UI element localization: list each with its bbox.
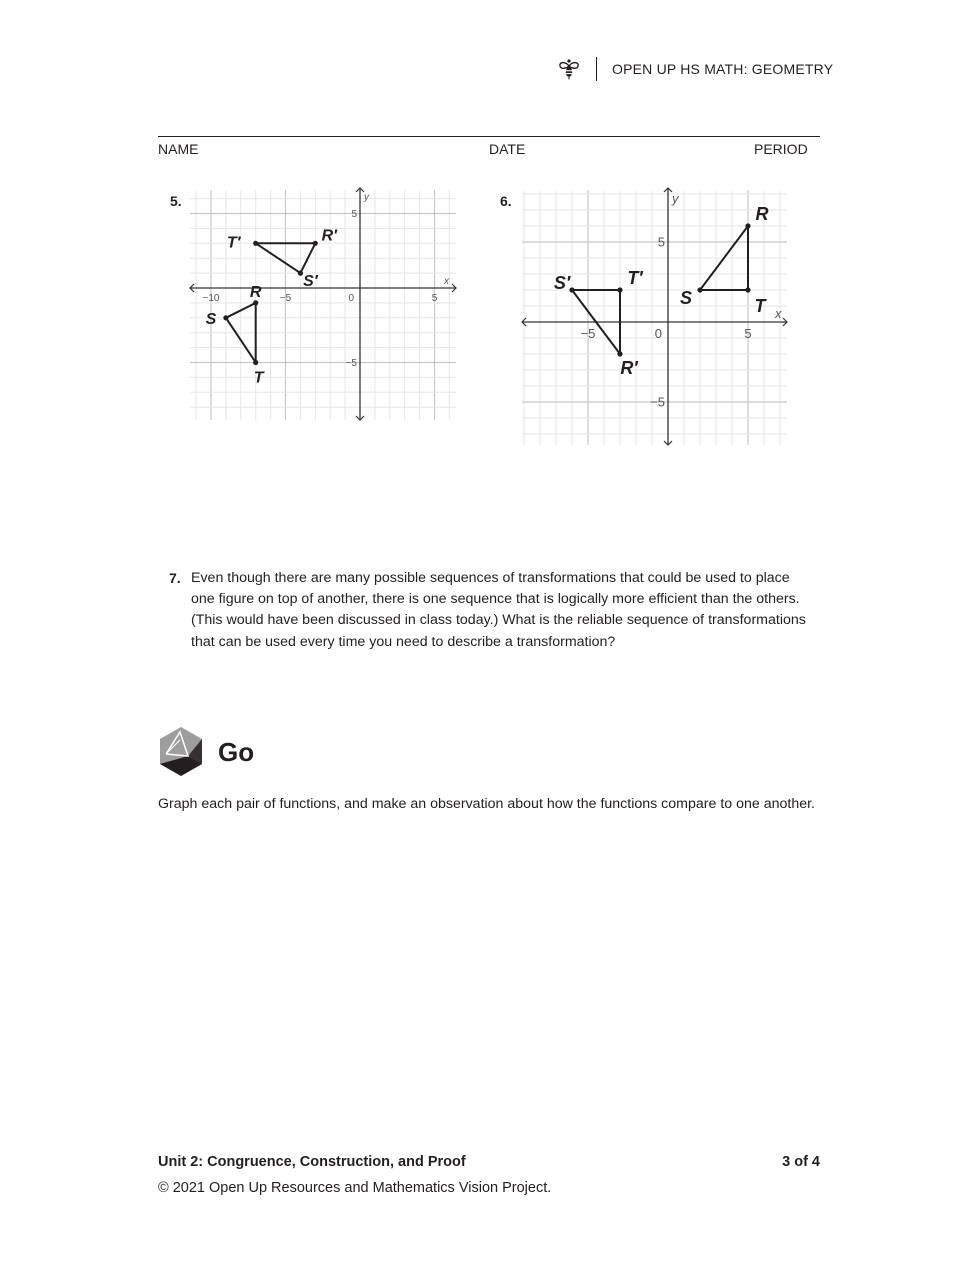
vertex-label: R bbox=[755, 204, 769, 224]
y-axis-label: y bbox=[672, 191, 679, 206]
vertex-label: S′ bbox=[553, 273, 571, 293]
origin-label: 0 bbox=[348, 293, 354, 304]
go-section-title: Go bbox=[218, 736, 255, 767]
vertex-label: T bbox=[754, 296, 766, 316]
y-tick-label: −5 bbox=[345, 358, 357, 369]
vertex-label: T′ bbox=[226, 234, 241, 252]
vertex-point bbox=[313, 241, 318, 246]
y-axis-label: y bbox=[364, 192, 369, 203]
x-tick-label: −5 bbox=[580, 326, 596, 341]
y-tick-label: 5 bbox=[351, 209, 357, 220]
vertex-label: T′ bbox=[627, 268, 643, 288]
question-6-number: 6. bbox=[500, 193, 512, 209]
vertex-point bbox=[253, 360, 258, 365]
vertex-label: T bbox=[253, 369, 264, 387]
question-7-text: Even though there are many possible sequences of transformations that could be used to place one figure on top of another, there is one sequence that is logically more efficient than the others. (This would have been discussed in class today.) What is the reliable sequence of transformations that can be used every time you need to describe a transformation? bbox=[191, 570, 806, 650]
y-tick-label: 5 bbox=[657, 234, 665, 250]
vertex-point bbox=[253, 241, 258, 246]
footer-unit-title: Unit 2: Congruence, Construction, and Proof bbox=[158, 1154, 466, 1170]
graph-question-5 bbox=[190, 188, 456, 420]
coordinate-graphs bbox=[0, 0, 979, 470]
vertex-point bbox=[745, 287, 750, 292]
x-axis-label: x bbox=[444, 276, 449, 287]
vertex-point bbox=[223, 315, 228, 320]
go-section-header bbox=[158, 726, 254, 778]
vertex-point bbox=[617, 287, 622, 292]
x-tick-label: −5 bbox=[279, 293, 292, 304]
vertex-point bbox=[569, 287, 574, 292]
x-tick-label: 5 bbox=[431, 293, 438, 304]
footer-copyright: © 2021 Open Up Resources and Mathematics Vision Project. bbox=[158, 1180, 552, 1196]
origin-label: 0 bbox=[654, 326, 662, 341]
vertex-point bbox=[617, 351, 622, 356]
x-tick-label: −10 bbox=[202, 293, 220, 304]
vertex-label: S′ bbox=[303, 273, 318, 291]
period-label: PERIOD bbox=[754, 141, 808, 157]
date-label: DATE bbox=[489, 141, 526, 157]
header-title: OPEN UP HS MATH: GEOMETRY bbox=[612, 61, 834, 77]
vertex-label: S bbox=[205, 310, 217, 328]
name-label: NAME bbox=[158, 141, 199, 157]
go-hexagon-icon bbox=[158, 726, 204, 778]
question-7 bbox=[169, 568, 809, 653]
graph-question-6 bbox=[522, 188, 787, 445]
x-tick-label: 5 bbox=[744, 326, 752, 341]
y-tick-label: −5 bbox=[650, 394, 665, 410]
vertex-label: S bbox=[679, 288, 693, 308]
vertex-label: R′ bbox=[321, 227, 337, 245]
question-7-number: 7. bbox=[169, 570, 181, 586]
vertex-point bbox=[253, 300, 258, 305]
vertex-label: R′ bbox=[620, 358, 638, 378]
footer-page-number: 3 of 4 bbox=[782, 1154, 820, 1170]
vertex-point bbox=[697, 287, 702, 292]
question-5-number: 5. bbox=[170, 193, 182, 209]
vertex-point bbox=[745, 223, 750, 228]
x-axis-label: x bbox=[775, 306, 782, 321]
vertex-label: R bbox=[249, 283, 262, 301]
go-instructions: Graph each pair of functions, and make an observation about how the functions compare to one another. bbox=[158, 796, 815, 812]
